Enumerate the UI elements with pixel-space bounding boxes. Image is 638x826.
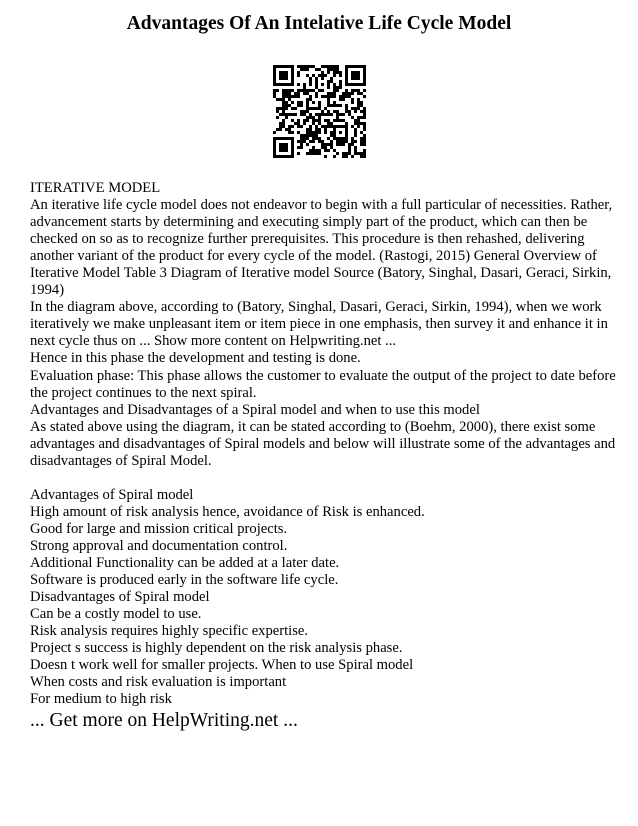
document-body [30, 180, 616, 708]
body-text-line: Doesn t work well for smaller projects. When to use Spiral model [30, 657, 414, 674]
body-text-line: Disadvantages of Spiral model [30, 589, 210, 606]
body-text-line: Strong approval and documentation control. [30, 537, 288, 554]
body-text-line: An iterative life cycle model does not endeavor to begin with a full particular of necessities. Rather, [30, 197, 613, 214]
body-text-line: Advantages and Disadvantages of a Spiral model and when to use this model [30, 401, 480, 418]
qr-code-image [273, 65, 366, 158]
body-text-line: ITERATIVE MODEL [30, 180, 161, 196]
body-text-line: the project continues to the next spiral. [30, 384, 257, 401]
body-text-line: disadvantages of Spiral Model. [30, 452, 212, 469]
body-text-line: Hence in this phase the development and testing is done. [30, 350, 361, 367]
body-text-line: advantages and disadvantages of Spiral models and below will illustrate some of the advantages and [30, 435, 616, 452]
body-text-line: High amount of risk analysis hence, avoidance of Risk is enhanced. [30, 503, 425, 520]
body-text-line: Software is produced early in the software life cycle. [30, 572, 339, 589]
body-text-line: Risk analysis requires highly specific expertise. [30, 623, 309, 640]
body-text-line: Iterative Model Table 3 Diagram of Iterative model Source (Batory, Singhal, Dasari, Geraci, Sirkin, [30, 265, 612, 282]
paragraph-gap [30, 470, 610, 487]
body-text-line: For medium to high risk [30, 691, 172, 708]
body-text-line: Advantages of Spiral model [30, 486, 194, 503]
body-text-line: Project s success is highly dependent on the risk analysis phase. [30, 640, 403, 657]
body-text-line: Additional Functionality can be added at a later date. [30, 555, 340, 572]
body-text-line: another variant of the product for every cycle of the model. (Rastogi, 2015) General Overview of [30, 248, 597, 265]
body-text-line: checked on so as to recognize further prerequisites. This procedure is then rehashed, delivering [30, 231, 585, 248]
helpwriting-link[interactable]: ... Get more on HelpWriting.net ... [30, 710, 298, 731]
body-text-line: As stated above using the diagram, it can be stated according to (Boehm, 2000), there exist some [30, 418, 596, 435]
body-text-line: next cycle thus on ... Show more content on Helpwriting.net ... [30, 333, 396, 350]
page-title: Advantages Of An Intelative Life Cycle Model [126, 13, 512, 34]
body-text-line: advancement starts by determining and executing simply part of the product, which can then be [30, 214, 588, 231]
body-text-line: Good for large and mission critical projects. [30, 520, 288, 537]
body-text-line: Evaluation phase: This phase allows the customer to evaluate the output of the project to date before [30, 367, 616, 384]
body-text-line: Can be a costly model to use. [30, 606, 202, 623]
body-text-line: When costs and risk evaluation is important [30, 674, 287, 691]
body-text-line: 1994) [30, 282, 65, 299]
body-text-line: In the diagram above, according to (Batory, Singhal, Dasari, Geraci, Sirkin, 1994), when we work [30, 299, 602, 316]
body-text-line: iteratively we make unpleasant item or item piece in one emphasis, then survey it and enhance it in [30, 316, 608, 333]
